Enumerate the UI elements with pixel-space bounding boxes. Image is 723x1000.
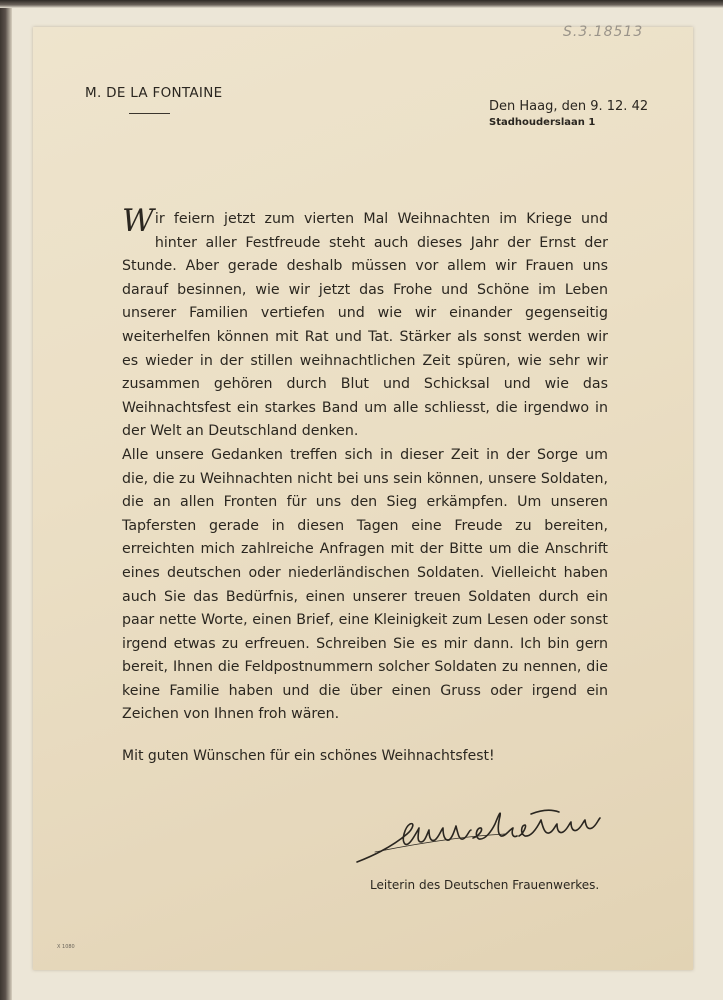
closing-greeting: Mit guten Wünschen für ein schönes Weihnachtsfest! [122,748,495,764]
paragraph-2: Alle unsere Gedanken treffen sich in dieser Zeit in der Sorge um die, die zu Weihnachten nicht bei uns sein können, unsere Soldaten, die an allen Fronten für uns den Sieg erkämpfen. Um unseren Tapfersten gerade in diesen Tagen eine Freude zu bereiten, erreichten mich zahlreiche Anfragen mit der Bitte um die Anschrift eines deutschen oder niederländischen Soldaten. Vielleicht haben auch Sie das Bedürfnis, einen unserer treuen Soldaten durch ein paar nette Worte, einen Brief, eine Kleinigkeit zum Lesen oder sonst irgend etwas zu erfreuen. Schreiben Sie es mir dann. Ich bin gern bereit, Ihnen die Feldpostnummern solcher Soldaten zu nennen, die keine Familie haben und die über einen Gruss oder irgend ein Zeichen von Ihnen froh wären. [122,446,608,723]
paragraph-1 [122,203,608,444]
archive-number: S.3.18513 [563,24,644,40]
sender-underline [129,113,170,114]
initial-letter: W [122,203,154,239]
signatory-role: Leiterin des Deutschen Frauenwerkes. [370,878,600,892]
handwritten-signature [355,800,610,870]
letter-body [122,203,608,727]
letter-date: Den Haag, den 9. 12. 42 [489,99,649,114]
sender-name: M. DE LA FONTAINE [85,85,223,101]
print-mark: X 1080 [57,944,75,950]
binding-edge [0,0,12,1000]
paragraph-1-text: ir feiern jetzt zum vierten Mal Weihnachten im Kriege und hinter aller Festfreude steht auch dieses Jahr der Ernst der Stunde. Aber gerade deshalb müssen vor allem wir Frauen uns darauf besinnen, wie wir jetzt das Frohe und Schöne im Leben unserer Familien vertiefen und wie wir einander gegenseitig weiterhelfen können mit Rat und Tat. Stärker als sonst werden wir es wieder in der stillen weihnachtlichen Zeit spüren, wie sehr wir zusammen gehören durch Blut und Schicksal und wie das Weihnachtsfest ein starkes Band um alle schliesst, die irgendwo in der Welt an Deutschland denken. [122,211,608,440]
scan-top-edge [0,0,723,8]
sender-address: Stadhouderslaan 1 [489,117,596,128]
